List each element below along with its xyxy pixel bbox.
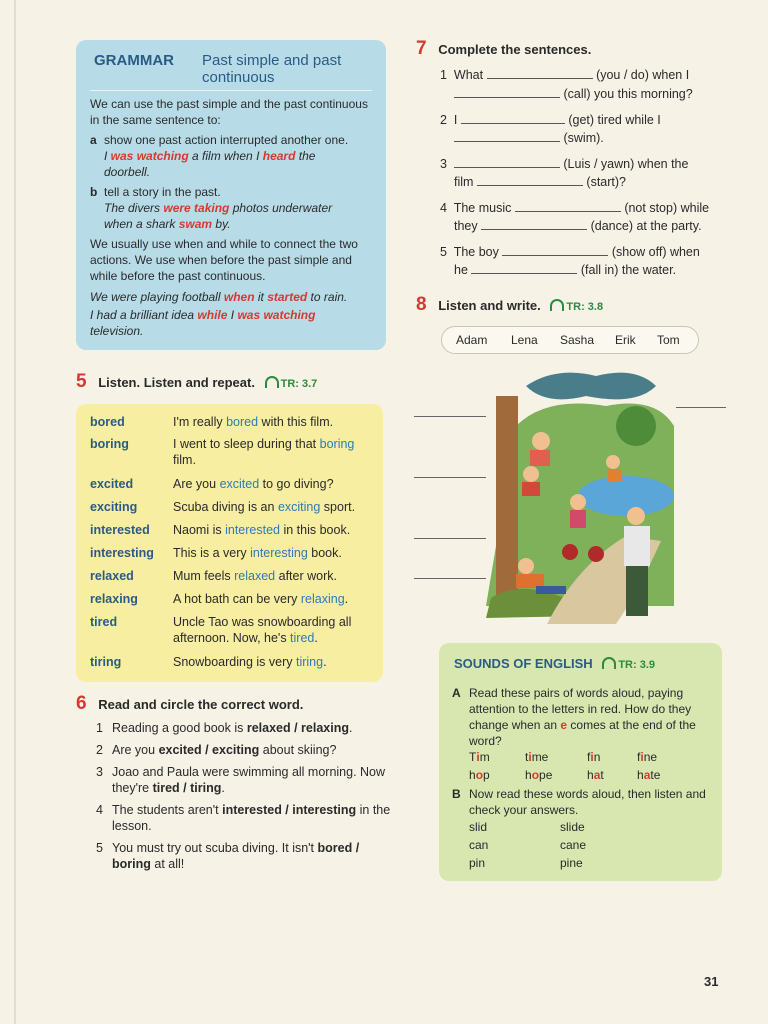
- point-a-text: show one past action interrupted another one.: [104, 133, 349, 147]
- blank[interactable]: [471, 263, 577, 274]
- adjective-word: boring: [90, 437, 129, 451]
- grammar-example-2: I had a brilliant idea while I was watching television.: [90, 308, 316, 338]
- playground-illustration: [486, 366, 676, 624]
- example-sentence: Naomi is interested in this book.: [173, 523, 351, 537]
- ex6-title: Read and circle the correct word.: [98, 697, 304, 712]
- blank[interactable]: [515, 201, 621, 212]
- ex6-number: 6: [76, 693, 87, 714]
- b-word: cane: [560, 838, 587, 852]
- grammar-subtitle: Past simple and past continuous: [202, 52, 342, 86]
- item-text: You must try out scuba diving. It isn't bored / boring at all!: [112, 841, 360, 871]
- example-sentence: A hot bath can be very relaxing.: [173, 592, 349, 606]
- point-b-label: b: [90, 185, 98, 199]
- ex7-item-1: 1 What (you / do) when I: [440, 68, 690, 82]
- b-word: can: [469, 838, 489, 852]
- sounds-b-label: B: [452, 787, 461, 801]
- ex6-heading: [76, 693, 303, 715]
- example-sentence: Snowboarding is very tiring.: [173, 655, 327, 669]
- adjective-table: [76, 404, 383, 682]
- item-number: 2: [96, 743, 103, 757]
- word-choice[interactable]: relaxed / relaxing: [246, 721, 349, 735]
- b-word: slid: [469, 820, 488, 834]
- blank[interactable]: [461, 113, 565, 124]
- point-a-label: a: [90, 133, 97, 147]
- name-lena: Lena: [511, 333, 538, 347]
- adjective-word: excited: [90, 477, 134, 491]
- name-adam: Adam: [456, 333, 488, 347]
- ex7-item-4: 4 The music (not stop) while: [440, 201, 710, 215]
- name-sasha: Sasha: [560, 333, 595, 347]
- headphones-icon: [265, 376, 279, 388]
- ex8-number: 8: [416, 294, 427, 315]
- sounds-title: SOUNDS OF ENGLISH TR: 3.9: [454, 656, 655, 671]
- answer-line[interactable]: [414, 578, 494, 579]
- blank[interactable]: [454, 87, 560, 98]
- adjective-word: tiring: [90, 655, 122, 669]
- sound-word: time: [525, 750, 549, 764]
- ex5-title: Listen. Listen and repeat.: [98, 375, 255, 390]
- sound-word: hope: [525, 768, 553, 782]
- example-sentence: I went to sleep during that boring film.: [173, 437, 355, 467]
- answer-line[interactable]: [414, 477, 494, 478]
- sounds-of-english-box: [439, 643, 722, 881]
- item-number: 1: [96, 721, 103, 735]
- b-word: pin: [469, 856, 486, 870]
- sound-word: hop: [469, 768, 490, 782]
- blank[interactable]: [454, 157, 560, 168]
- ex7-heading: [416, 38, 591, 60]
- example-sentence: Uncle Tao was snowboarding all afternoon. Now, he's tired.: [173, 615, 352, 645]
- ex7-item-3-line2: film (start)?: [454, 175, 627, 189]
- grammar-intro: We can use the past simple and the past continuous in the same sentence to:: [90, 97, 368, 127]
- adjective-word: bored: [90, 415, 125, 429]
- ex8-title: Listen and write.: [438, 298, 541, 313]
- point-b-example: The divers were taking photos underwater when a shark swam by.: [104, 201, 333, 231]
- ex5-track[interactable]: TR: 3.7: [265, 378, 318, 390]
- page-edge: [14, 0, 16, 1024]
- adjective-word: tired: [90, 615, 118, 629]
- headphones-icon: [602, 657, 616, 669]
- ex7-item-5: 5 The boy (show off) when: [440, 245, 700, 259]
- ex7-item-3: 3 (Luis / yawn) when the: [440, 157, 689, 171]
- ex7-item-2-line2: (swim).: [454, 131, 604, 145]
- adjective-word: relaxing: [90, 592, 138, 606]
- b-word: slide: [560, 820, 585, 834]
- ex8-track[interactable]: TR: 3.8: [550, 301, 603, 313]
- blank[interactable]: [454, 131, 560, 142]
- ex8-heading: [416, 294, 603, 316]
- example-sentence: I'm really bored with this film.: [173, 415, 334, 429]
- item-text: Reading a good book is relaxed / relaxing.: [112, 721, 353, 735]
- item-number: 5: [96, 841, 103, 855]
- grammar-title: GRAMMAR: [94, 52, 174, 69]
- name-erik: Erik: [615, 333, 636, 347]
- grammar-point-b: [90, 184, 374, 200]
- ex7-item-2: 2 I (get) tired while I: [440, 113, 661, 127]
- sound-word: fin: [587, 750, 601, 764]
- sounds-a-label: A: [452, 686, 461, 700]
- adjective-word: exciting: [90, 500, 138, 514]
- name-box: [441, 326, 699, 354]
- grammar-paragraph: We usually use when and while to connect the two actions. We use when before the past simple and while before the past continuous.: [90, 237, 358, 283]
- ex5-number: 5: [76, 371, 87, 392]
- blank[interactable]: [477, 175, 583, 186]
- point-a-example: I was watching a film when I heard the doorbell.: [104, 149, 316, 179]
- item-number: 3: [96, 765, 103, 779]
- sound-word: Tim: [469, 750, 490, 764]
- sounds-b-text: Now read these words aloud, then listen and check your answers.: [469, 787, 706, 817]
- item-text: The students aren't interested / interesting in the lesson.: [112, 803, 391, 833]
- example-sentence: This is a very interesting book.: [173, 546, 342, 560]
- sound-word: hate: [637, 768, 661, 782]
- example-sentence: Mum feels relaxed after work.: [173, 569, 337, 583]
- page-number: 31: [704, 974, 719, 989]
- name-tom: Tom: [657, 333, 680, 347]
- b-word: pine: [560, 856, 583, 870]
- ex7-item-4-line2: they (dance) at the party.: [454, 219, 702, 233]
- adjective-word: interested: [90, 523, 150, 537]
- sound-word: hat: [587, 768, 604, 782]
- word-choice[interactable]: tired / tiring: [152, 781, 222, 795]
- blank[interactable]: [502, 245, 608, 256]
- headphones-icon: [550, 299, 564, 311]
- ex7-item-1-line2: (call) you this morning?: [454, 87, 693, 101]
- ex7-title: Complete the sentences.: [438, 42, 592, 57]
- grammar-example-1: We were playing football when it started to rain.: [90, 290, 348, 304]
- grammar-box: [76, 40, 386, 350]
- blank[interactable]: [487, 68, 593, 79]
- blank[interactable]: [481, 219, 587, 230]
- grammar-divider: [90, 90, 372, 91]
- word-choice[interactable]: excited / exciting: [158, 743, 260, 757]
- item-text: Joao and Paula were swimming all morning. Now they're tired / tiring.: [112, 765, 386, 795]
- sounds-track[interactable]: TR: 3.9: [602, 659, 655, 671]
- grammar-point-a: [90, 132, 374, 148]
- item-number: 4: [96, 803, 103, 817]
- example-sentence: Are you excited to go diving?: [173, 477, 334, 491]
- adjective-word: relaxed: [90, 569, 134, 583]
- item-text: Are you excited / exciting about skiing?: [112, 743, 337, 757]
- example-sentence: Scuba diving is an exciting sport.: [173, 500, 356, 514]
- ex7-number: 7: [416, 38, 427, 59]
- adjective-word: interesting: [90, 546, 154, 560]
- sounds-a-text: Read these pairs of words aloud, paying attention to the letters in red. How do they change when an e comes at the end of the word?: [469, 686, 696, 748]
- ex5-heading: [76, 371, 317, 393]
- ex7-item-5-line2: he (fall in) the water.: [454, 263, 677, 277]
- point-b-text: tell a story in the past.: [104, 185, 221, 199]
- word-choice[interactable]: interested / interesting: [222, 803, 357, 817]
- sound-word: fine: [637, 750, 658, 764]
- word-choice[interactable]: bored / boring: [112, 841, 360, 871]
